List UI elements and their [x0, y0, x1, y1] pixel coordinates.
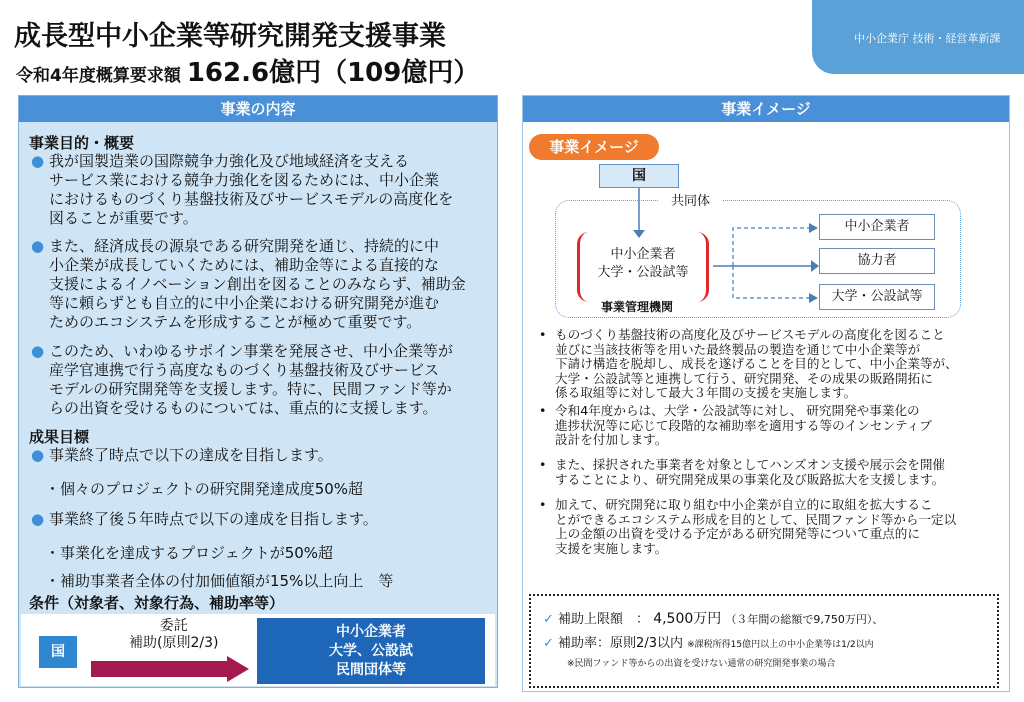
- purpose-heading: 事業目的・概要: [29, 134, 135, 152]
- image-bullet-1: • ものづくり基盤技術の高度化及びサービスモデルの高度化を図ること 並びに当該技術等を用いた最終製品の製造を通じて中小企業等が 下請け構造を脱却し、成長を遂げることを目的として、中小企業等が、 大学・公設試等と連携して行う、研究開発、その成果の販路開拓に 係る取組等に対して最大３年間の支援を実施します。: [539, 327, 958, 401]
- panel-image-head: 事業イメージ: [523, 96, 1009, 122]
- panel-contents-head: 事業の内容: [19, 96, 497, 122]
- goal-2: ● 事業終了後５年時点で以下の達成を目指します。: [31, 510, 378, 528]
- scheme-target-sme: 中小企業者: [819, 214, 935, 240]
- rate-note-2: ※民間ファンド等からの出資を受けない通常の研究開発事業の場合: [567, 659, 836, 669]
- goal-2a: ・事業化を達成するプロジェクトが50%超: [45, 544, 334, 562]
- cond-target-box: 中小企業者 大学、公設試 民間団体等: [257, 618, 485, 684]
- goal-heading: 成果目標: [29, 428, 90, 446]
- condition-diagram: [21, 614, 495, 686]
- management-entity-box: 中小企業者 大学・公設試等: [577, 232, 709, 302]
- budget-label: 令和4年度概算要求額: [16, 66, 181, 86]
- bullet-dot-icon: ●: [31, 446, 45, 464]
- goal-2b: ・補助事業者全体の付加価値額が15%以上向上 等: [45, 572, 394, 590]
- bullet-dot-icon: ●: [31, 510, 45, 528]
- panel-contents: [18, 95, 498, 688]
- image-tag: 事業イメージ: [529, 134, 659, 160]
- image-bullet-3: • また、採択された事業者を対象としてハンズオン支援や展示会を開催 することにより、研究開発成果の事業化及び販路拡大を支援します。: [539, 457, 946, 487]
- management-entity-label: 事業管理機関: [601, 300, 674, 314]
- bullet-icon: •: [539, 403, 547, 418]
- purpose-para-1: ● 我が国製造業の国際競争力強化及び地域経済を支える サービス業における競争力強化を図るためには、中小企業 におけるものづくり基盤技術及びサービスモデルの高度化を 図ることが重要です。: [31, 152, 454, 227]
- bullet-icon: •: [539, 457, 547, 472]
- purpose-para-2: ● また、経済成長の源泉である研究開発を通じ、持続的に中 小企業が成長していくためには、補助金等による直接的な 支援によるイノベーション創出を図ることのみならず、補助金 等に頼らずとも自立的に中小企業における研究開発が進む ためのエコシステムを形成することが極めて重要です。: [31, 237, 466, 331]
- check-icon: ✓: [543, 612, 554, 627]
- condition-heading: 条件（対象者、対象行為、補助率等）: [29, 594, 285, 612]
- goal-1: ● 事業終了時点で以下の達成を目指します。: [31, 446, 333, 464]
- limit-line: ✓ 補助上限額 ： 4,500万円 （３年間の総額で9,750万円）、: [543, 611, 884, 627]
- right-arrow-icon: [91, 656, 251, 682]
- bullet-icon: •: [539, 497, 547, 512]
- bullet-dot-icon: ●: [31, 342, 45, 360]
- goal-1a: ・個々のプロジェクトの研究開発達成度50%超: [45, 480, 364, 498]
- rate-line: ✓ 補助率：原則2/3以内 ※課税所得15億円以上の中小企業等は1/2以内: [543, 636, 874, 651]
- panel-image: [522, 95, 1010, 692]
- page-title: 成長型中小企業等研究開発支援事業: [14, 21, 446, 52]
- support-amount-box: [529, 594, 999, 688]
- agency-tab: [812, 0, 1024, 74]
- agency-label: 中小企業庁 技術・経営革新課: [854, 32, 1001, 45]
- purpose-para-3: ● このため、いわゆるサポイン事業を発展させ、中小企業等が 産学官連携で行う高度なものづくり基盤技術及びサービス モデルの研究開発等を支援します。特に、民間ファンド等か らの出資を受けるものについては、重点的に支援します。: [31, 342, 453, 417]
- budget-amount: 162.6億円（109億円）: [186, 58, 480, 88]
- consortium-label: 共同体: [659, 190, 722, 209]
- bullet-icon: •: [539, 327, 547, 342]
- cond-kuni-box: 国: [39, 636, 77, 668]
- scheme-target-partner: 協力者: [819, 248, 935, 274]
- scheme-target-university: 大学・公設試等: [819, 284, 935, 310]
- scheme-kuni-box: 国: [599, 164, 679, 188]
- image-bullet-2: • 令和4年度からは、大学・公設試等に対し、 研究開発や事業化の 進捗状況等に応じて段階的な補助率を適用する等のインセンティブ 設計を付加します。: [539, 403, 932, 448]
- cond-arrow-label: 委託 補助(原則2/3): [129, 618, 219, 651]
- budget-line: [16, 52, 479, 89]
- image-bullet-4: • 加えて、研究開発に取り組む中小企業が自立的に取組を拡大するこ とができるエコシステム形成を目的として、民間ファンド等から一定以 上の金額の出資を受ける予定がある研究開発等について重点的に 支援を実施します。: [539, 497, 957, 556]
- bullet-dot-icon: ●: [31, 237, 45, 255]
- bullet-dot-icon: ●: [31, 152, 45, 170]
- check-icon: ✓: [543, 636, 554, 651]
